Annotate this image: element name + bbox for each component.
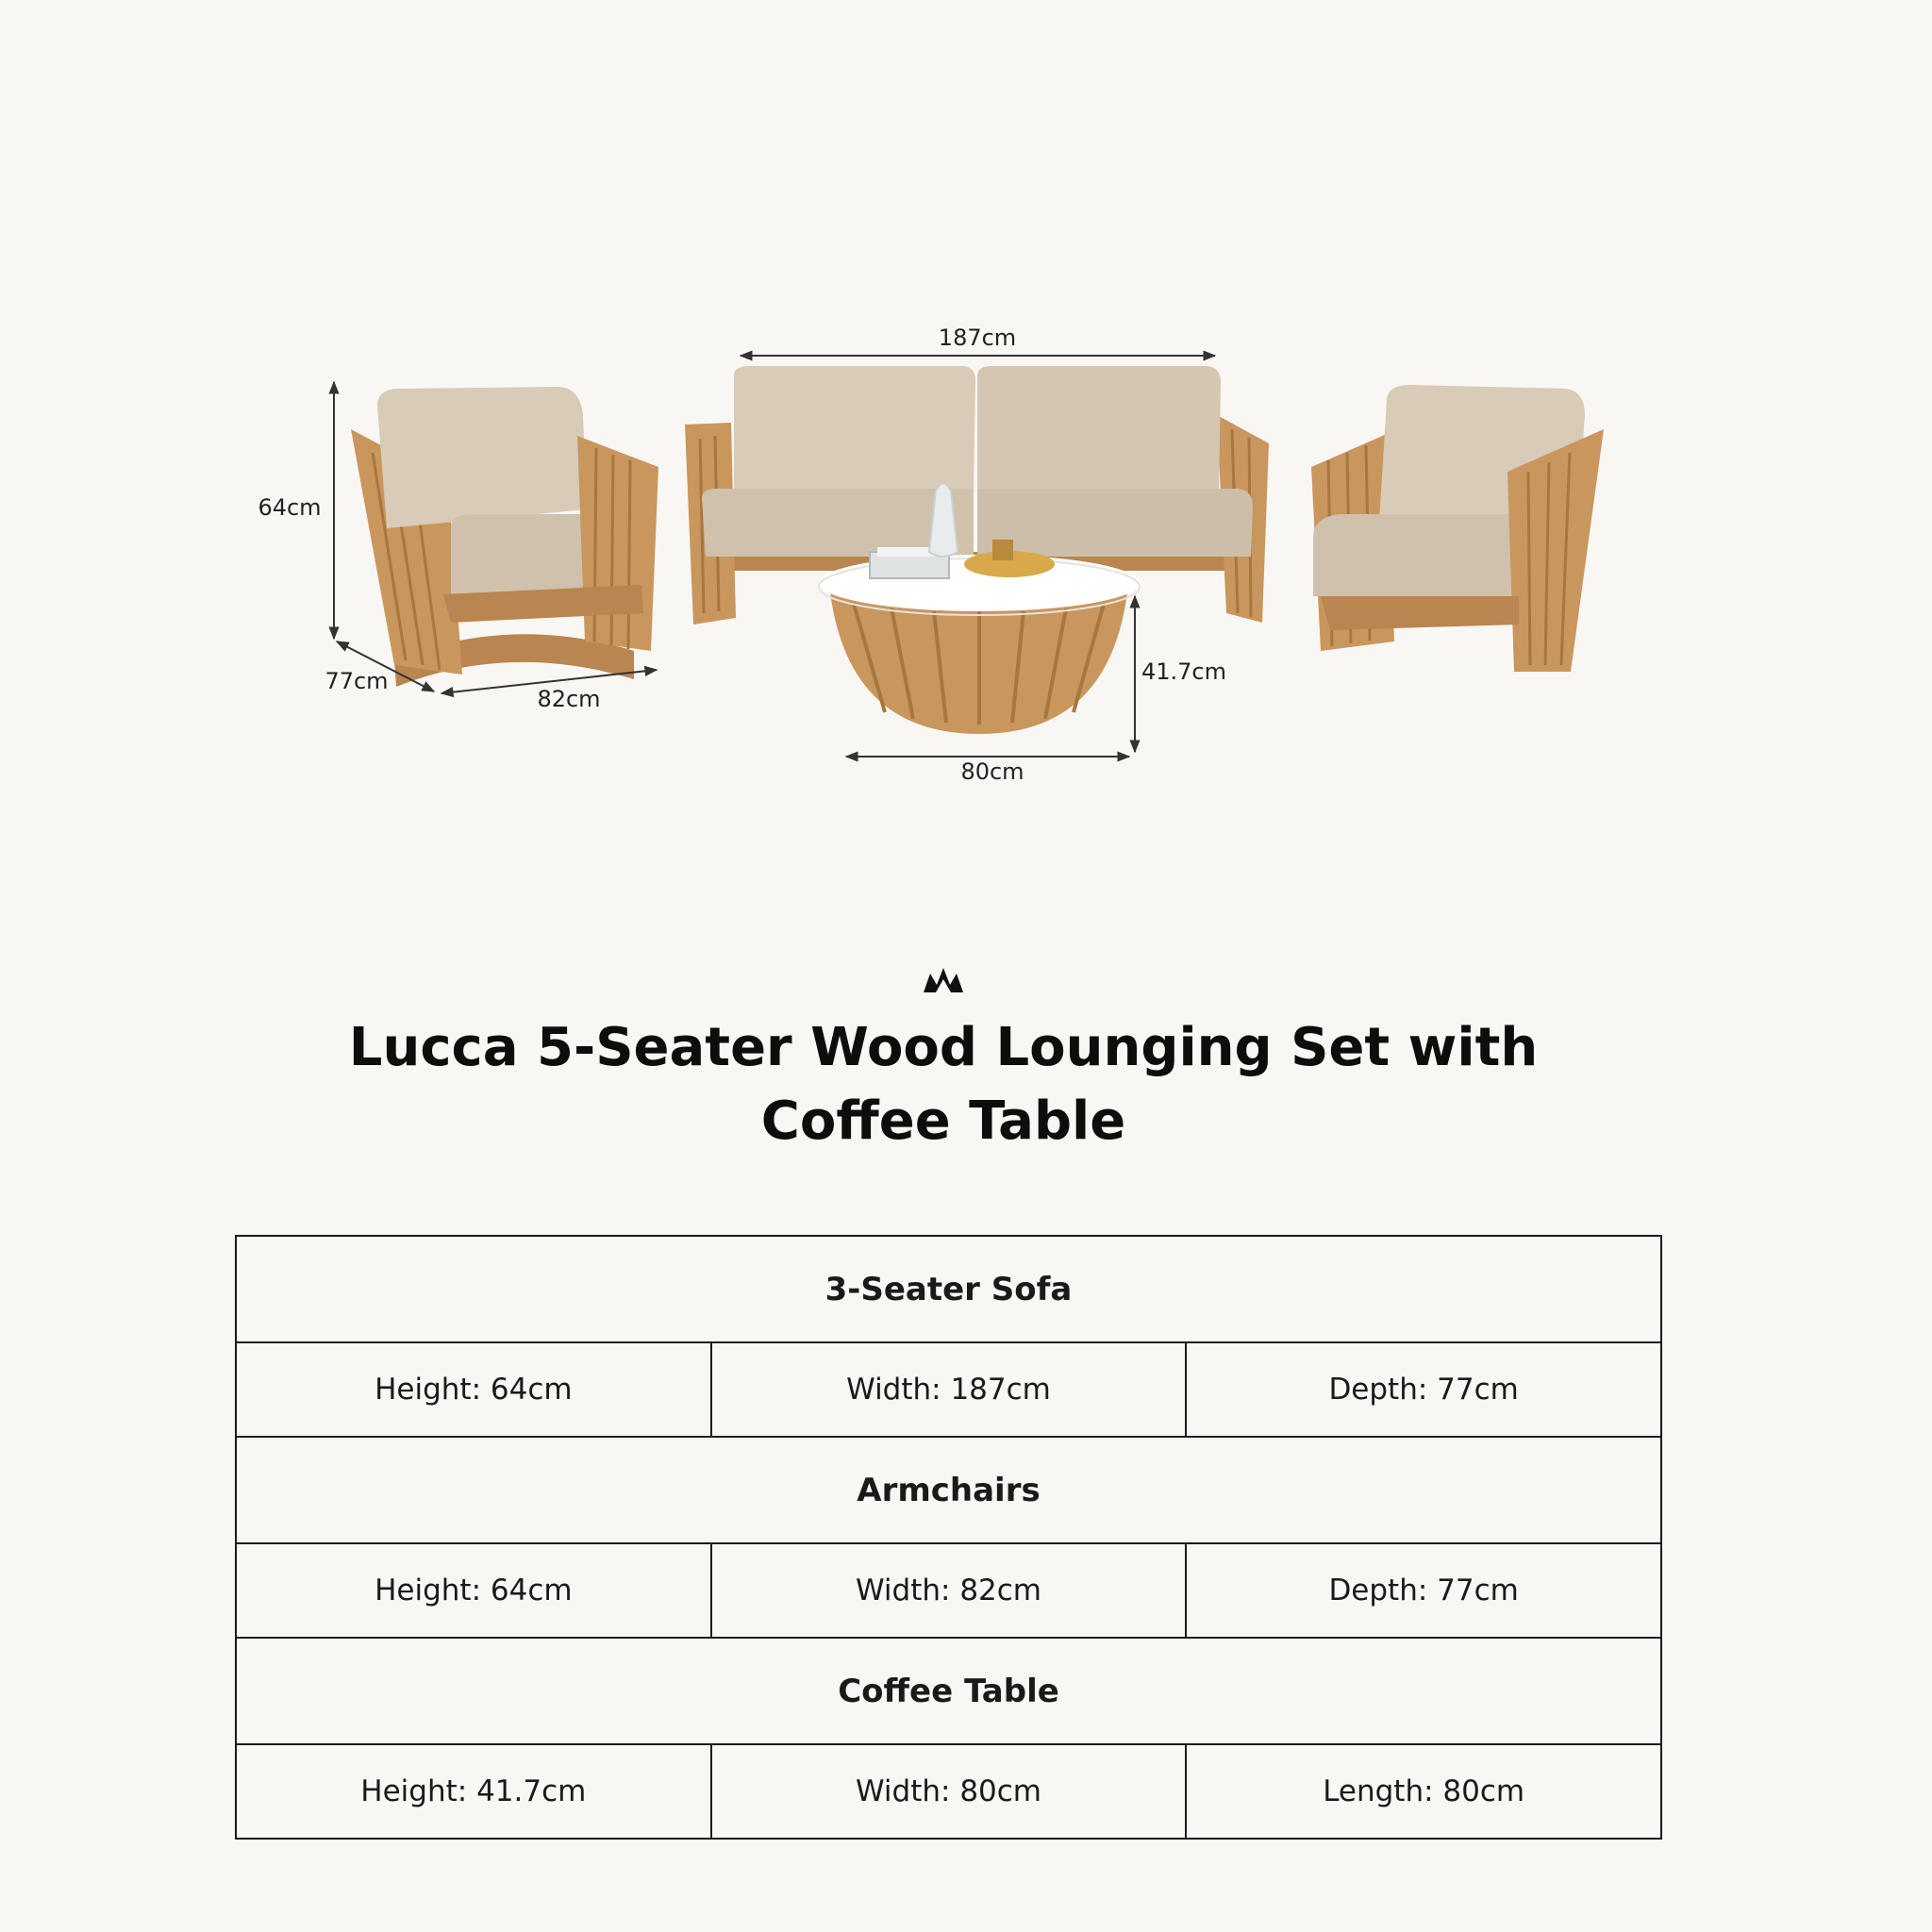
table-height-label: 41.7cm [1141,658,1227,685]
section-header-coffee-table: Coffee Table [236,1638,1661,1744]
sofa-depth-cell: Depth: 77cm [1186,1342,1661,1437]
armchair-width-cell: Width: 82cm [711,1543,1187,1638]
dimensions-table [235,1235,1662,1840]
table-row [236,1236,1661,1342]
table-height-cell: Height: 41.7cm [236,1744,711,1839]
product-title: Lucca 5-Seater Wood Lounging Set with Coffee Table [348,1017,1539,1152]
furniture-dimension-illustration [0,0,1932,849]
armchair-width-label: 82cm [537,686,601,712]
armchair-depth-label: 77cm [325,668,389,694]
table-row [236,1342,1661,1437]
table-row [236,1638,1661,1744]
armchair-height-cell: Height: 64cm [236,1543,711,1638]
armchair-depth-cell: Depth: 77cm [1186,1543,1661,1638]
section-header-sofa: 3-Seater Sofa [236,1236,1661,1342]
section-header-armchairs: Armchairs [236,1437,1661,1543]
sofa-width-label: 187cm [938,325,1017,351]
table-row [236,1744,1661,1839]
table-length-cell: Length: 80cm [1186,1744,1661,1839]
table-row [236,1543,1661,1638]
right-armchair-image [1311,385,1604,672]
sofa-height-cell: Height: 64cm [236,1342,711,1437]
crown-icon [921,964,966,998]
sofa-width-cell: Width: 187cm [711,1342,1187,1437]
table-width-cell: Width: 80cm [711,1744,1187,1839]
left-armchair-image [351,387,658,687]
table-width-label: 80cm [960,758,1024,785]
armchair-height-label: 64cm [258,494,322,521]
table-row [236,1437,1661,1543]
